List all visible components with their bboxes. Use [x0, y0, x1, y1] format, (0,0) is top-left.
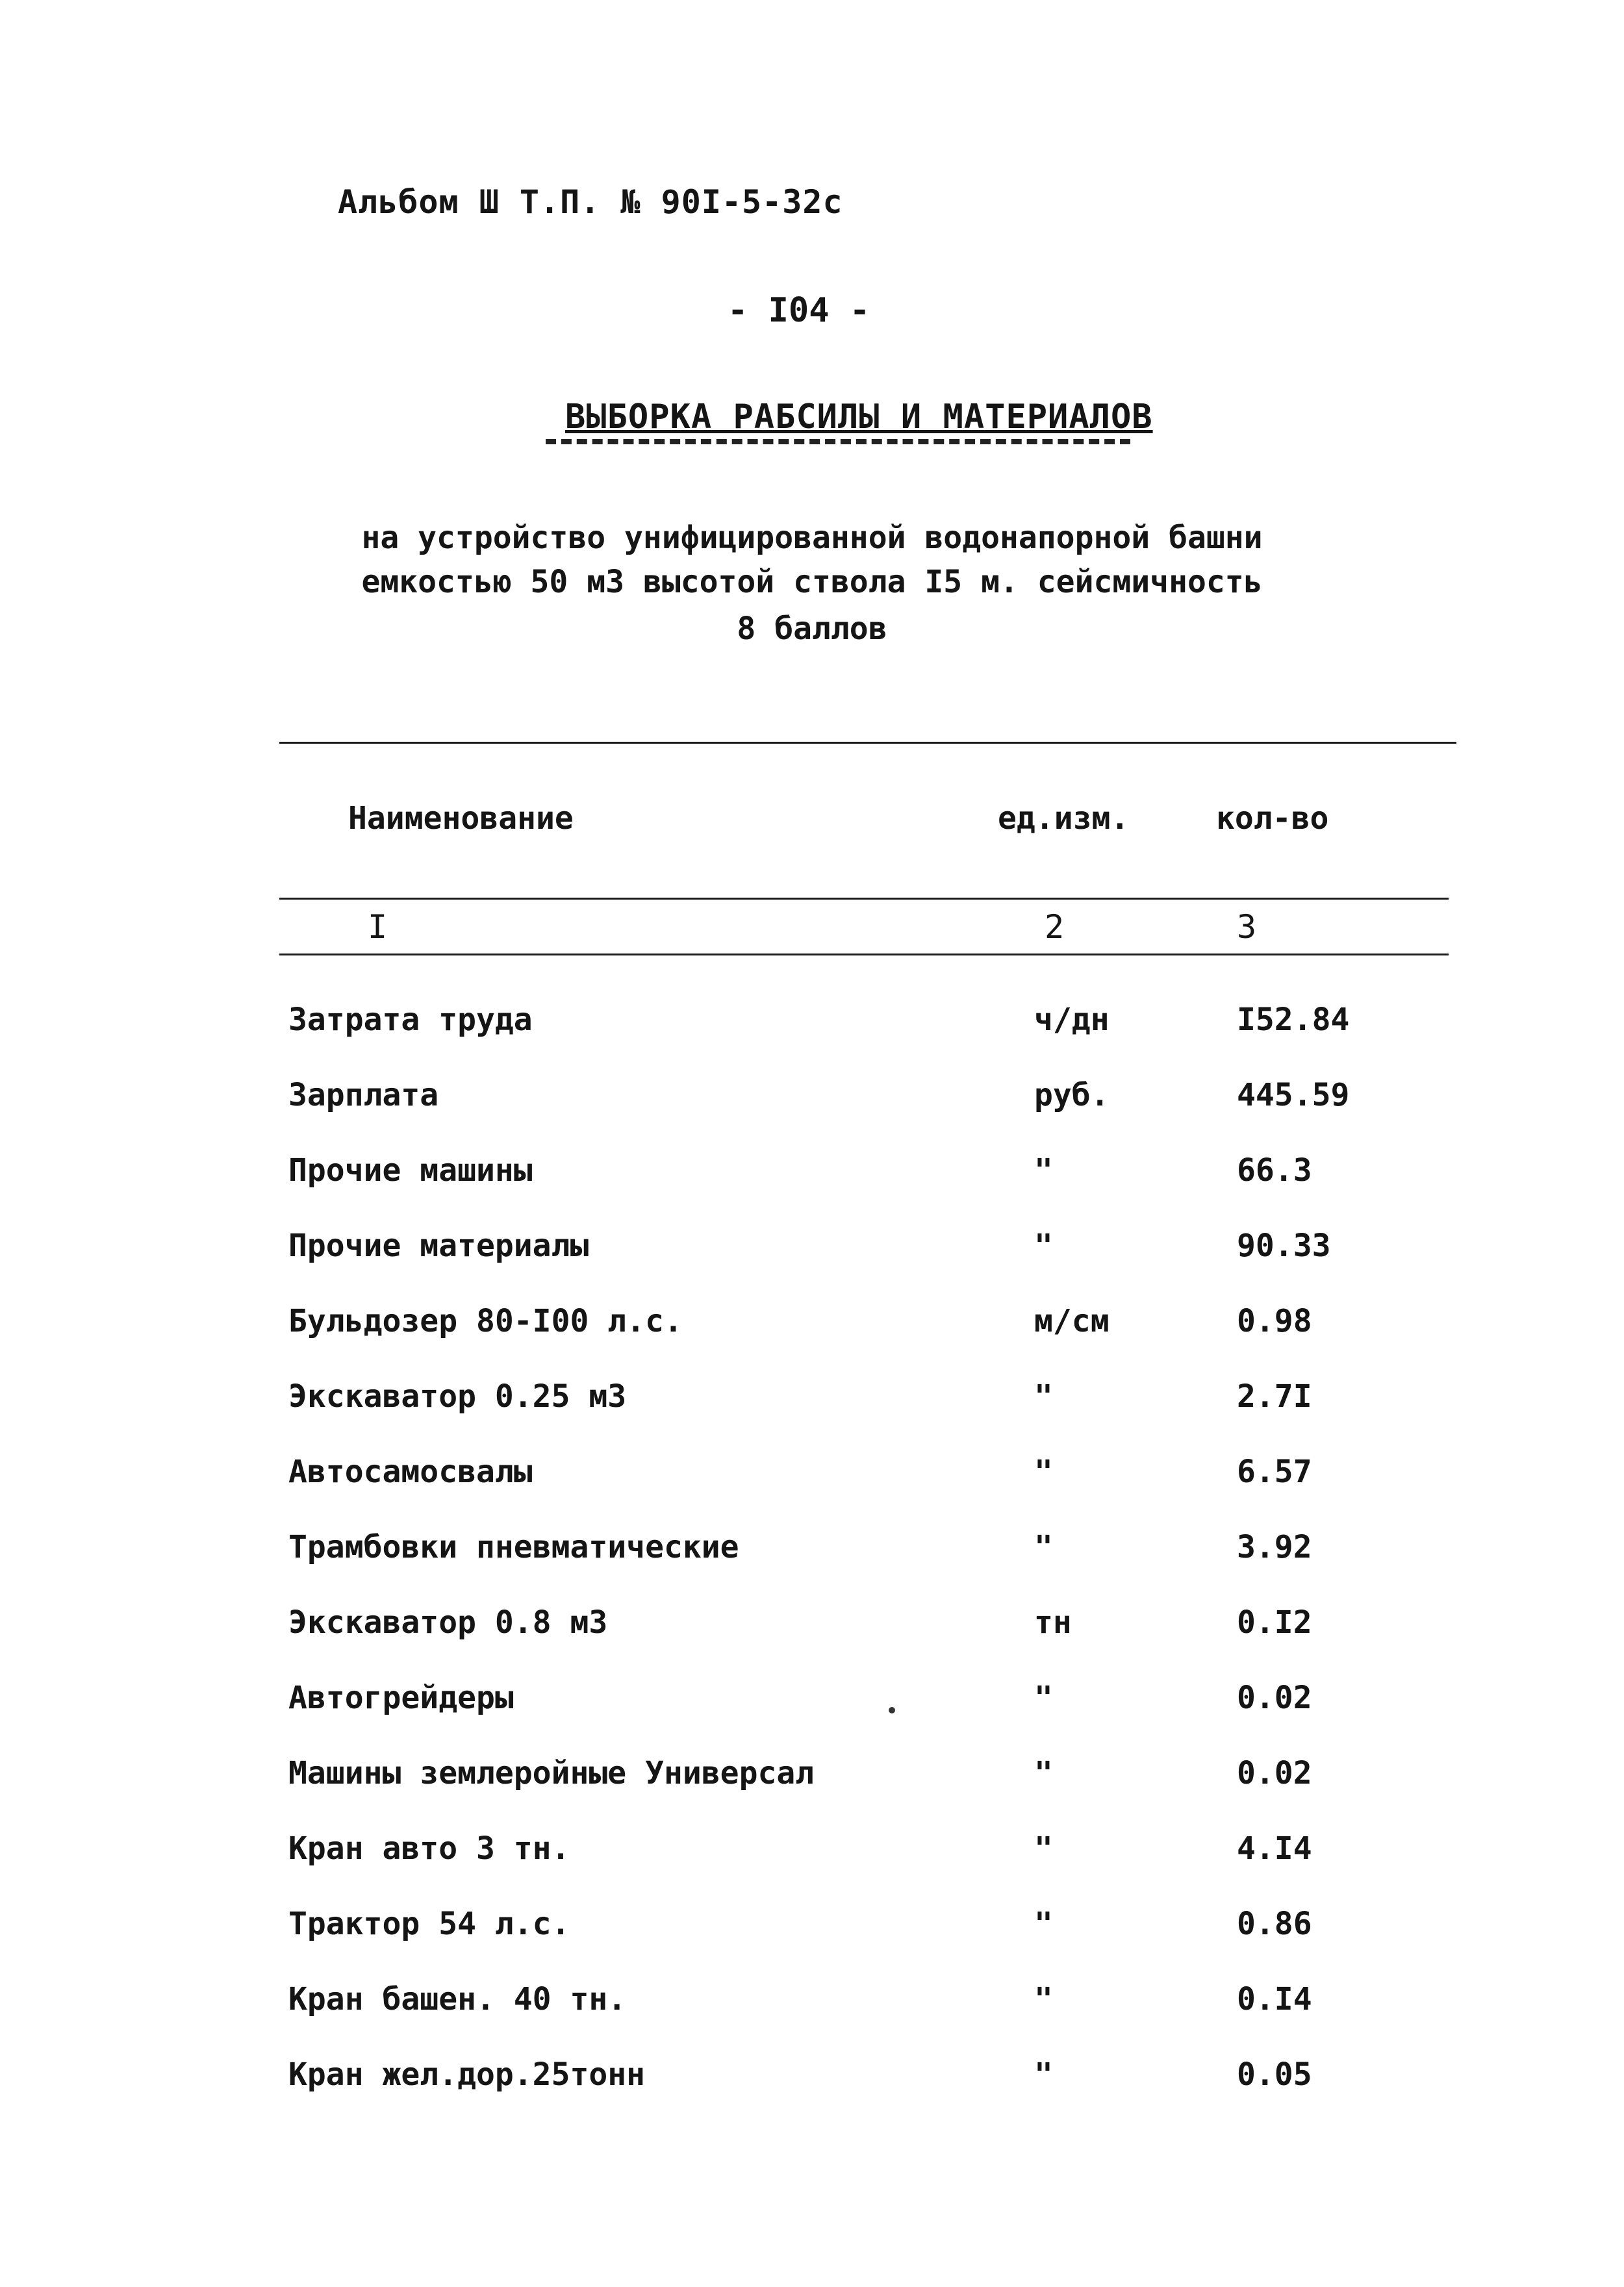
row-name: Экскаватор 0.25 м3 — [288, 1378, 627, 1415]
row-name: Автогрейдеры — [288, 1680, 514, 1716]
table-row — [0, 2056, 1624, 2132]
row-unit: " — [1034, 1378, 1053, 1415]
scan-speck — [889, 1707, 895, 1713]
row-unit: тн — [1034, 1604, 1072, 1641]
table-row — [0, 1378, 1624, 1454]
row-unit: ч/дн — [1034, 1002, 1110, 1038]
row-unit: руб. — [1034, 1077, 1110, 1113]
table-row — [0, 1830, 1624, 1906]
table-row — [0, 1303, 1624, 1378]
row-unit: " — [1034, 1906, 1053, 1942]
column-number-1: I — [368, 908, 388, 946]
title-dashed-underline — [546, 439, 1130, 444]
table-row — [0, 1454, 1624, 1529]
row-name: Автосамосвалы — [288, 1454, 533, 1490]
row-unit: м/см — [1034, 1303, 1110, 1339]
album-reference: Альбом Ш Т.П. № 90I-5-32с — [338, 183, 843, 221]
subtitle-line-2: емкостью 50 м3 высотой ствола I5 м. сейсмичность — [361, 564, 1263, 600]
table-row — [0, 1152, 1624, 1228]
table-row — [0, 1228, 1624, 1303]
document-title: ВЫБОРКА РАБСИЛЫ И МАТЕРИАЛОВ — [565, 398, 1153, 436]
row-quantity: 90.33 — [1237, 1228, 1331, 1264]
column-header-name: Наименование — [348, 800, 574, 837]
column-number-rule — [279, 954, 1449, 955]
table-row — [0, 1077, 1624, 1152]
row-unit: " — [1034, 1680, 1053, 1716]
row-quantity: I52.84 — [1237, 1002, 1350, 1038]
row-unit: " — [1034, 1152, 1053, 1189]
column-header-unit: ед.изм. — [998, 800, 1130, 837]
row-name: Бульдозер 80-I00 л.с. — [288, 1303, 683, 1339]
table-row — [0, 1680, 1624, 1755]
row-quantity: 0.98 — [1237, 1303, 1312, 1339]
row-quantity: 0.02 — [1237, 1680, 1312, 1716]
row-quantity: 6.57 — [1237, 1454, 1312, 1490]
row-unit: " — [1034, 1454, 1053, 1490]
row-name: Прочие машины — [288, 1152, 533, 1189]
row-quantity: 2.7I — [1237, 1378, 1312, 1415]
row-name: Кран авто 3 тн. — [288, 1830, 570, 1867]
row-quantity: 0.05 — [1237, 2056, 1312, 2093]
row-quantity: 66.3 — [1237, 1152, 1312, 1189]
row-name: Зарплата — [288, 1077, 439, 1113]
page-number: - I04 - — [728, 291, 870, 330]
row-quantity: 0.02 — [1237, 1755, 1312, 1791]
row-name: Трамбовки пневматические — [288, 1529, 739, 1565]
row-quantity: 3.92 — [1237, 1529, 1312, 1565]
row-unit: " — [1034, 1830, 1053, 1867]
row-unit: " — [1034, 1755, 1053, 1791]
row-name: Затрата труда — [288, 1002, 533, 1038]
row-quantity: 0.I2 — [1237, 1604, 1312, 1641]
table-row — [0, 1755, 1624, 1830]
row-quantity: 4.I4 — [1237, 1830, 1312, 1867]
row-unit: " — [1034, 2056, 1053, 2093]
table-row — [0, 1529, 1624, 1604]
table-row — [0, 1906, 1624, 1981]
table-row — [0, 1981, 1624, 2056]
header-separator-rule — [279, 898, 1449, 900]
row-quantity: 0.86 — [1237, 1906, 1312, 1942]
row-quantity: 445.59 — [1237, 1077, 1350, 1113]
table-row — [0, 1002, 1624, 1077]
subtitle-line-1: на устройство унифицированной водонапорной башни — [361, 520, 1263, 556]
table-top-rule — [279, 742, 1456, 744]
column-number-3: 3 — [1237, 908, 1257, 946]
column-header-quantity: кол-во — [1216, 800, 1329, 837]
row-name: Прочие материалы — [288, 1228, 589, 1264]
row-name: Трактор 54 л.с. — [288, 1906, 570, 1942]
table-row — [0, 1604, 1624, 1680]
row-quantity: 0.I4 — [1237, 1981, 1312, 2017]
row-name: Кран башен. 40 тн. — [288, 1981, 627, 2017]
subtitle-line-3: 8 баллов — [737, 611, 887, 647]
row-name: Машины землеройные Универсал — [288, 1755, 815, 1791]
column-number-2: 2 — [1045, 908, 1065, 946]
row-unit: " — [1034, 1981, 1053, 2017]
row-name: Экскаватор 0.8 м3 — [288, 1604, 608, 1641]
row-unit: " — [1034, 1529, 1053, 1565]
row-name: Кран жел.дор.25тонн — [288, 2056, 646, 2093]
row-unit: " — [1034, 1228, 1053, 1264]
